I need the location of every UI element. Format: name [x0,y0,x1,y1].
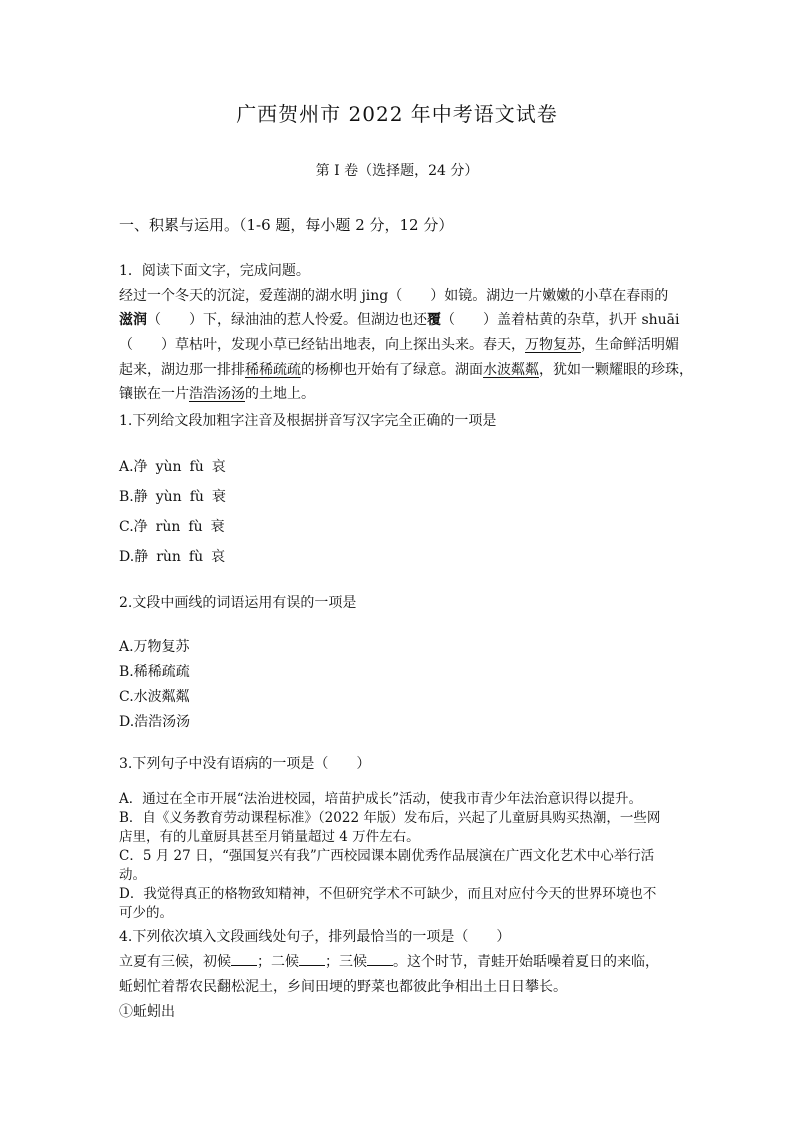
option-pinyin: fù [188,549,204,565]
option-a: A．通过在全市开展“法治进校园，培苗护成长”活动，使我市青少年法治意识得以提升。 [119,791,643,807]
option-c: C.水波粼粼 [119,689,190,705]
q1-1-stem: 1.下列给文段加粗字注音及根据拼音写汉字完全正确的一项是 [119,413,497,429]
passage-text: ，生命鲜活明媚 [581,337,679,353]
passage-text: （ ）盖着枯黄的杂草，扒开 shuāi [441,312,680,328]
q4-option-1: ①蚯蚓出 [119,1004,175,1020]
page-title: 广西贺州市 2022 年中考语文试卷 [236,102,558,126]
underlined-phrase: 水波粼粼 [483,362,539,378]
option-d: D．我觉得真正的格物致知精神，不但研究学术不可缺少，而且对应付今天的世界环境也不 [119,886,657,902]
passage-line-2 [119,309,680,329]
option-char: 衰 [210,519,225,535]
passage-text: 镶嵌在一片 [119,386,189,402]
q1-intro: 1．阅读下面文字，完成问题。 [119,263,310,279]
q4-passage-line-1 [119,951,659,971]
bold-char: 覆 [427,312,441,328]
option-d: D.浩浩汤汤 [119,714,191,730]
underlined-phrase: 万物复苏 [525,337,581,353]
option-b: B.稀稀疏疏 [119,664,190,680]
passage-line-5 [119,383,315,403]
option-pinyin: fù [188,519,203,535]
option-d-cont: 可少的。 [119,905,173,921]
option-pinyin: yùn [155,459,182,475]
passage-line-4 [119,359,693,379]
passage-text: 起来，湖边那一排排 [119,362,245,378]
passage-line-1: 经过一个冬天的沉淀，爱莲湖的湖水明 jing（ ）如镜。湖边一片嫩嫩的小草在春雨的 [119,288,669,304]
option-pinyin: fù [189,489,204,505]
answer-blank [299,953,325,966]
option-char: 哀 [211,549,226,565]
option-char: 衰 [211,489,226,505]
q4-passage-line-2: 蚯蚓忙着帮农民翻松泥土，乡间田埂的野菜也都彼此争相出土日日攀长。 [119,979,567,995]
option-label: D.静 [119,549,149,565]
option-pinyin: yùn [155,489,182,505]
q1-2-stem: 2.文段中画线的词语运用有误的一项是 [119,595,357,611]
q4-text: ；三候 [325,954,367,970]
bold-char: 润 [133,312,147,328]
answer-blank [231,953,257,966]
passage-line-3 [119,334,679,354]
option-a [119,456,234,476]
option-label: B.静 [119,489,148,505]
option-pinyin: fù [189,459,204,475]
option-b [119,486,234,506]
q3-stem: 3.下列句子中没有语病的一项是（ ） [119,756,371,772]
option-char: 哀 [211,459,226,475]
bold-char: 滋 [119,312,133,328]
q3-options [119,790,679,923]
q4-text: 。这个时节，青蛙开始聒噪着夏日的来临， [393,954,659,970]
q4-stem: 4.下列依次填入文段画线处句子，排列最恰当的一项是（ ） [119,929,511,945]
option-c: C．5 月 27 日，“强国复兴有我”广西校园课本剧优秀作品展演在广西文化艺术中心举行活动。 [119,848,655,883]
passage-text: 的土地上。 [245,386,315,402]
passage-text: ，犹如一颗耀眼的珍珠， [539,362,693,378]
option-a: A.万物复苏 [119,639,190,655]
option-d [119,546,233,566]
option-pinyin: rùn [156,549,181,565]
passage-text: （ ）下，绿油油的惹人怜爱。但湖边也还 [147,312,427,328]
q4-text: 立夏有三候，初候 [119,954,231,970]
answer-blank [367,953,393,966]
option-label: A.净 [119,459,148,475]
passage-text: （ ）草枯叶，发现小草已经钻出地表，向上探出头来。春天， [119,337,525,353]
section-heading: 一、积累与运用。（1-6 题，每小题 2 分，12 分） [119,216,454,234]
underlined-phrase: 稀稀疏疏 [245,362,301,378]
underlined-phrase: 浩浩汤汤 [189,386,245,402]
option-pinyin: rùn [155,519,181,535]
q4-text: ；二候 [257,954,299,970]
option-label: C.净 [119,519,148,535]
page-subtitle: 第 I 卷（选择题，24 分） [315,163,479,179]
option-c [119,516,233,536]
option-b-cont: 店里，有的儿童厨具甚至月销量超过 4 万件左右。 [119,829,420,845]
passage-text: 的杨柳也开始有了绿意。湖面 [301,362,483,378]
option-b: B．自《义务教育劳动课程标准》（2022 年版）发布后，兴起了儿童厨具购买热潮，一些网 [119,810,661,826]
